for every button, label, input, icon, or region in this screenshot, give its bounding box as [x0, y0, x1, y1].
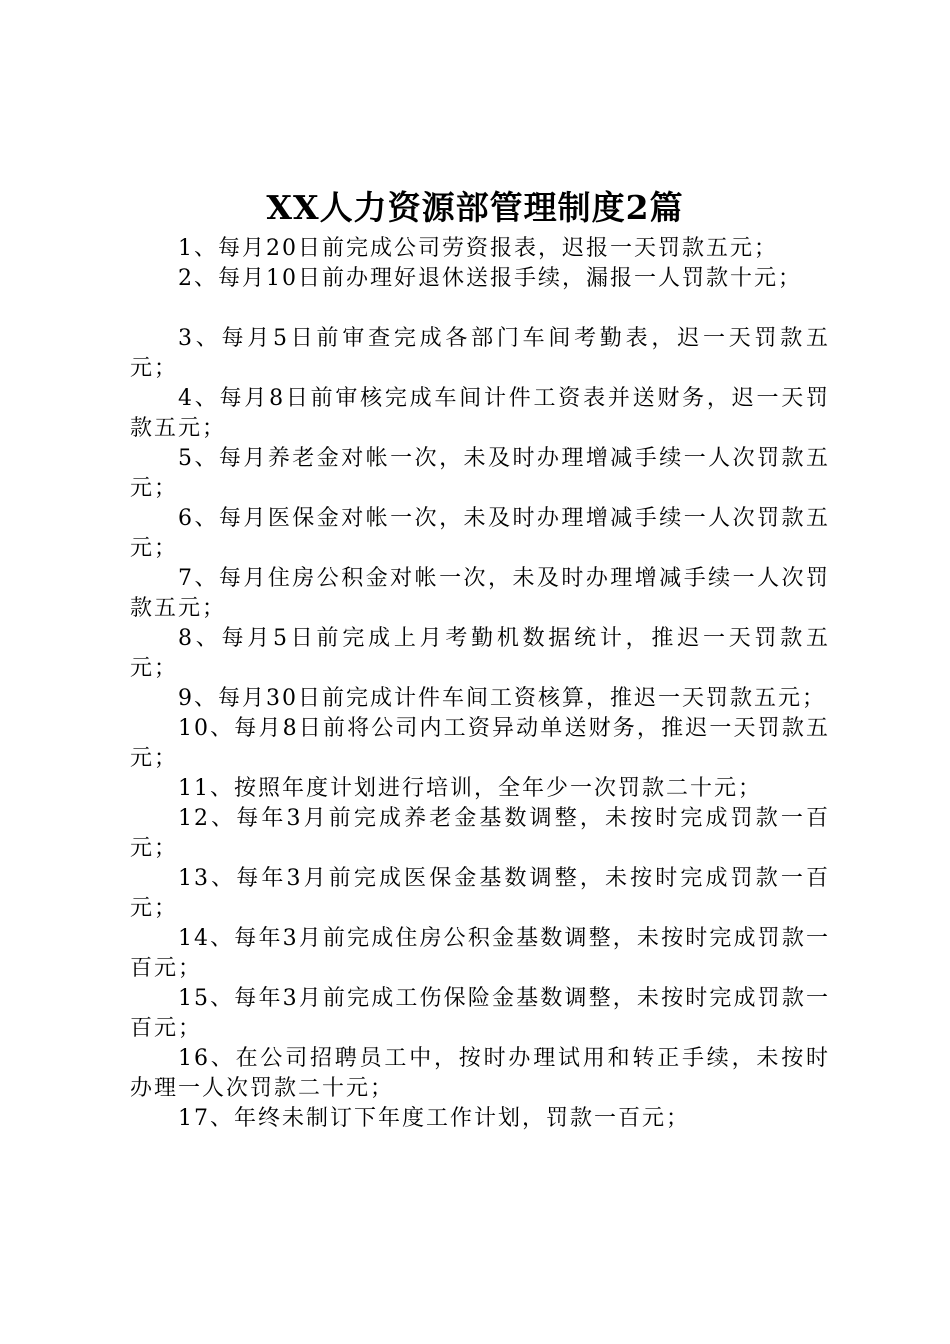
- document-body: [130, 234, 830, 1134]
- list-item: 11、按照年度计划进行培训，全年少一次罚款二十元；: [178, 776, 762, 801]
- list-item: 5、每月养老金对帐一次，未及时办理增减手续一人次罚款五元；: [130, 446, 830, 501]
- list-item: 15、每年3月前完成工伤保险金基数调整，未按时完成罚款一百元；: [130, 986, 830, 1041]
- list-item: 17、年终未制订下年度工作计划，罚款一百元；: [178, 1106, 690, 1131]
- list-item: 1、每月20日前完成公司劳资报表，迟报一天罚款五元；: [178, 236, 778, 261]
- list-item: 7、每月住房公积金对帐一次，未及时办理增减手续一人次罚款五元；: [130, 566, 830, 621]
- list-item: 13、每年3月前完成医保金基数调整，未按时完成罚款一百元；: [130, 866, 830, 921]
- list-item: 4、每月8日前审核完成车间计件工资表并送财务，迟一天罚款五元；: [130, 386, 830, 441]
- document-title: XX人力资源部管理制度2篇: [266, 188, 684, 227]
- list-item: 6、每月医保金对帐一次，未及时办理增减手续一人次罚款五元；: [130, 506, 830, 561]
- list-item: 2、每月10日前办理好退休送报手续，漏报一人罚款十元；: [178, 266, 802, 291]
- list-item: 10、每月8日前将公司内工资异动单送财务，推迟一天罚款五元；: [130, 716, 830, 771]
- list-item: 14、每年3月前完成住房公积金基数调整，未按时完成罚款一百元；: [130, 926, 830, 981]
- list-item: 8、每月5日前完成上月考勤机数据统计，推迟一天罚款五元；: [130, 626, 830, 681]
- list-item: 16、在公司招聘员工中，按时办理试用和转正手续，未按时办理一人次罚款二十元；: [130, 1046, 830, 1101]
- list-item: 12、每年3月前完成养老金基数调整，未按时完成罚款一百元；: [130, 806, 830, 861]
- list-item: 9、每月30日前完成计件车间工资核算，推迟一天罚款五元；: [178, 686, 826, 711]
- list-item: 3、每月5日前审查完成各部门车间考勤表，迟一天罚款五元；: [130, 326, 830, 381]
